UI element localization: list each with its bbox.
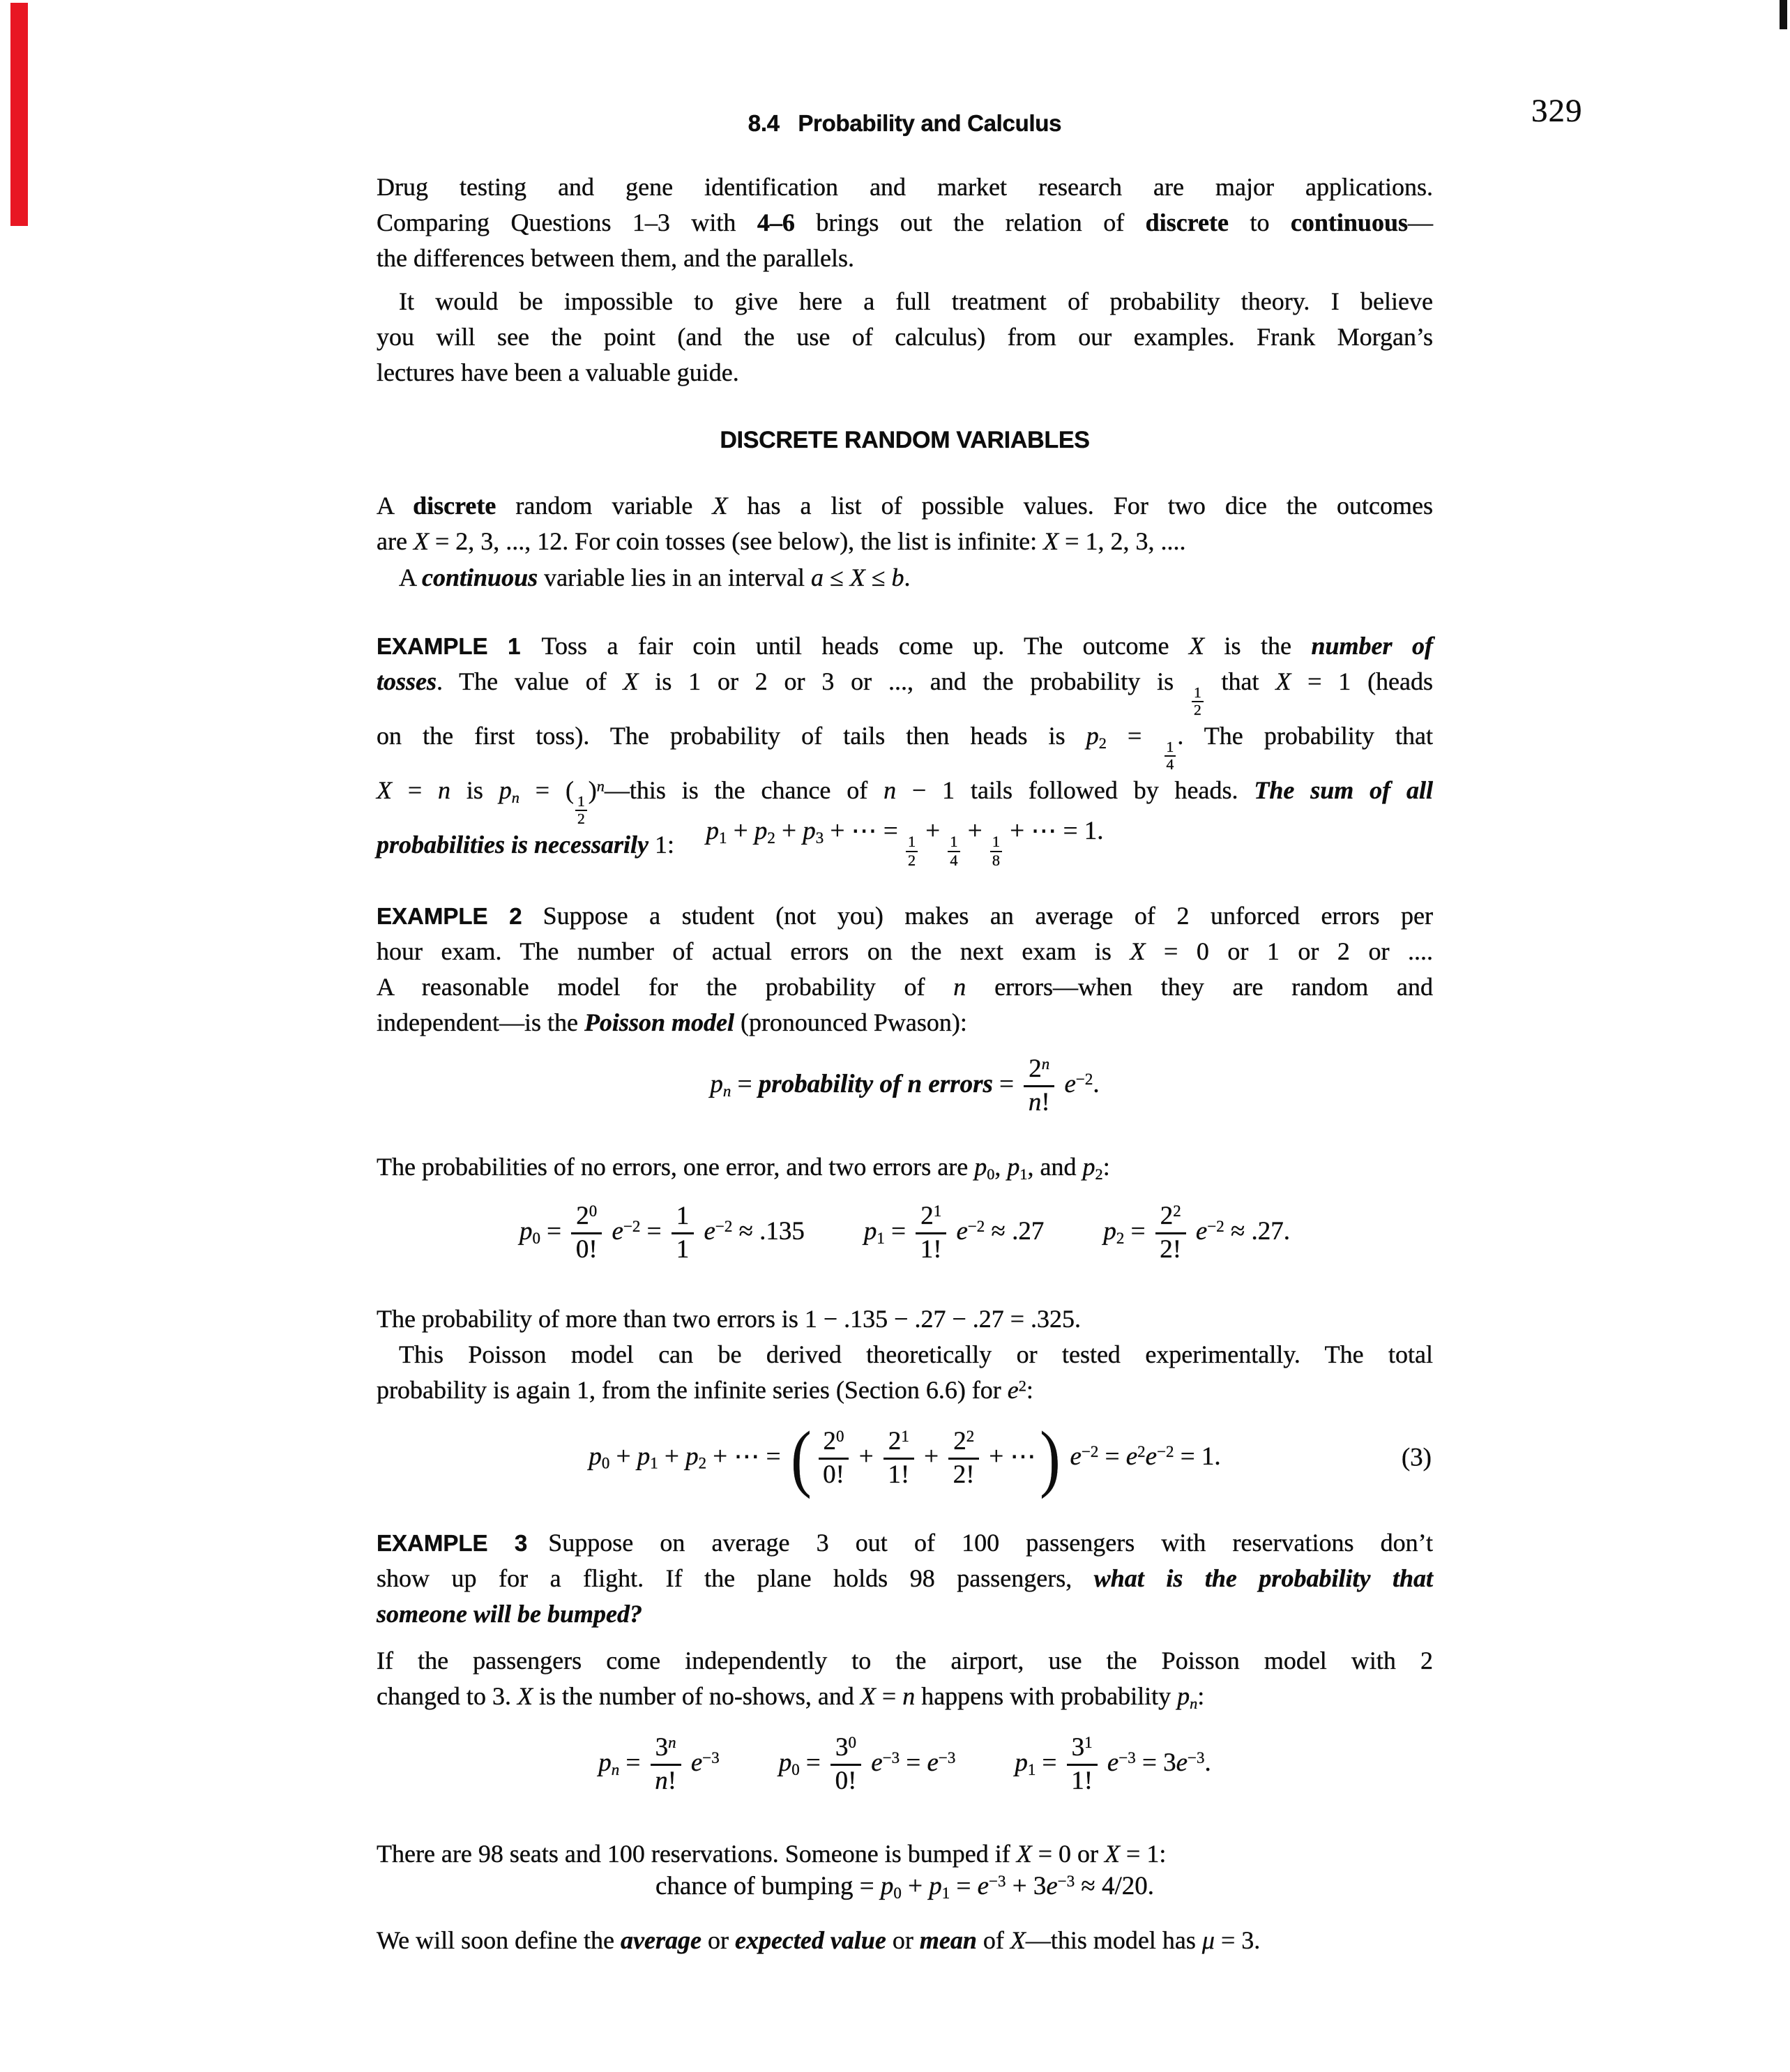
paragraph-treatment (377, 284, 1433, 391)
equation-group: $p_1 + p_2 + p_3$ + ⋯ = $\frac{1}{2}$ + $\frac{1}{4}$ + $\frac{1}{8}$ + ⋯ = 1. (706, 817, 1104, 869)
paragraph-98-seats (377, 1836, 1433, 1872)
text-line: EXAMPLE 2 Suppose a student (not you) makes an average of 2 unforced errors per (377, 902, 1433, 930)
text-line: tosses. The value of X is 1 or 2 or 3 or ..., and the probability is $\frac{1}{2}$ that X = 1 (heads (377, 667, 1434, 719)
text-line: hour exam. The number of actual errors on the next exam is X = 0 or 1 or 2 or .... (377, 937, 1433, 965)
text-line: the differences between them, and the parallels. (377, 244, 855, 272)
equation-group: $p_1$ = $\frac{2^1}{1!}$ $e^{-2} \approx .27$ (863, 1201, 1045, 1264)
text-line: A reasonable model for the probability of n errors—when they are random and (377, 973, 1433, 1001)
text-line: independent—is the Poisson model (pronounced Pwason): (377, 1008, 967, 1036)
equation-group: $p_1$ = $\frac{3^1}{1!}$ $e^{-3} = 3e^{-3}$. (1015, 1732, 1211, 1795)
text-line: probabilities is necessarily 1: (377, 830, 675, 859)
text-line: EXAMPLE 1 Toss a fair coin until heads come up. The outcome X is the number of (377, 632, 1433, 660)
text-line: We will soon define the average or expected value or mean of X—this model has μ = 3. (377, 1926, 1261, 1954)
equation-group: $p_2$ = $\frac{2^2}{2!}$ $e^{-2} \approx .27$. (1103, 1201, 1291, 1264)
text-line: changed to 3. X is the number of no-shows, and X = n happens with probability $p_n$: (377, 1682, 1205, 1712)
paragraph-no-shows (377, 1643, 1433, 1714)
text-line: A continuous variable lies in an interval a ≤ X ≤ b. (399, 564, 911, 591)
text-line: you will see the point (and the use of calculus) from our examples. Frank Morgan’s (377, 323, 1433, 351)
equation-group: $p_n$ = $\frac{3^n}{n!}$ $e^{-3}$ (598, 1732, 720, 1795)
text-line: A discrete random variable X has a list of possible values. For two dice the outcomes (377, 492, 1433, 520)
running-header-section-title: 8.4 Probability and Calculus (748, 110, 1062, 136)
text-line: The probability of more than two errors is 1 − .135 − .27 − .27 = .325. (377, 1305, 1082, 1333)
text-line: show up for a flight. If the plane holds 98 passengers, what is the probability that (377, 1564, 1433, 1592)
text-line: X = n is $p_n$ = ( $\frac{1}{2}$ )$^n$—this is the chance of n − 1 tails followed by heads. The sum of all (377, 776, 1433, 828)
text-line: It would be impossible to give here a full treatment of probability theory. I believe (399, 287, 1433, 315)
text-line: This Poisson model can be derived theoretically or tested experimentally. The total (399, 1340, 1433, 1368)
equation-no-show-probabilities (377, 1723, 1433, 1806)
paragraph-probabilities-intro (377, 1149, 1433, 1185)
text-line: probability is again 1, from the infinite series (Section 6.6) for $e^2$: (377, 1376, 1033, 1404)
text-line: There are 98 seats and 100 reservations. Someone is bumped if X = 0 or X = 1: (377, 1840, 1167, 1868)
text-line: The probabilities of no errors, one error, and two errors are $p_0$, $p_1$, and $p_2$: (377, 1153, 1110, 1183)
equation-group: $p_0 + p_1 + p_2$ + ⋯ = ( $\frac{2^0}{0!}$ + $\frac{2^1}{1!}$ + $\frac{2^2}{2!}$ + ⋯) $e^{-2} = e^2e^{-2} = 1$. (589, 1416, 1221, 1499)
equation-poisson-model (377, 1044, 1433, 1128)
equation-group: $p_0$ = $\frac{3^0}{0!}$ $e^{-3} = e^{-3}$ (778, 1732, 956, 1795)
scan-corner-mark (1780, 0, 1787, 29)
paragraph-continuous-variable (377, 560, 1433, 596)
equation-total-probability-one (377, 1413, 1433, 1504)
scan-red-mark (10, 3, 28, 226)
text-line: on the first toss). The probability of tails then heads is $p_2$ = $\frac{1}{4}$ . The probability that (377, 721, 1434, 773)
equation-group: $p_n$ = probability of n errors = $\frac{2^n}{n!}$ $e^{-2}$. (710, 1054, 1100, 1117)
equation-group: $p_0$ = $\frac{2^0}{0!}$ $e^{-2}$ = $\frac{1}{1}$ $e^{-2} \approx .135$ (519, 1201, 805, 1264)
text-line: EXAMPLE 3 Suppose on average 3 out of 100 passengers with reservations don’t (377, 1529, 1433, 1557)
text-line: If the passengers come independently to the airport, use the Poisson model with 2 (377, 1647, 1433, 1674)
equation-group: chance of bumping = $p_0 + p_1 = e^{-3} + 3e^{-3} \approx 4/20$. (655, 1871, 1155, 1902)
text-line: Comparing Questions 1–3 with 4–6 brings out the relation of discrete to continuous— (377, 209, 1433, 236)
text-line: Drug testing and gene identification and market research are major applications. (377, 173, 1433, 201)
text-line: are X = 2, 3, ..., 12. For coin tosses (see below), the list is infinite: X = 1, 2, 3, .... (377, 527, 1186, 555)
equation-p0-p1-p2 (377, 1191, 1433, 1275)
page-number: 329 (1531, 93, 1583, 129)
equation-number: (3) (1401, 1443, 1432, 1472)
paragraph-discrete-variable (377, 488, 1433, 559)
example-3-paragraph (377, 1525, 1433, 1632)
paragraph-more-than-two-errors (377, 1301, 1433, 1337)
equation-sum-of-probabilities (377, 813, 1433, 872)
equation-chance-of-bumping (377, 1870, 1433, 1903)
text-line: someone will be bumped? (377, 1600, 642, 1628)
paragraph-applications (377, 169, 1433, 276)
text-line: lectures have been a valuable guide. (377, 358, 739, 386)
example-2-paragraph (377, 898, 1433, 1041)
section-heading-discrete-random-variables: DISCRETE RANDOM VARIABLES (720, 427, 1090, 453)
paragraph-total-probability (377, 1337, 1433, 1408)
paragraph-expected-value (377, 1923, 1433, 1958)
